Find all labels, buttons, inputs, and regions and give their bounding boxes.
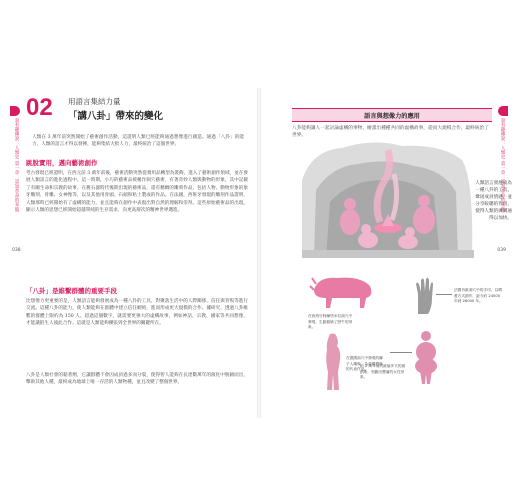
lion-man-statue-icon: [322, 332, 344, 392]
section-heading-art: 跳脫實用，邁向藝術創作: [26, 159, 98, 167]
book-gutter: [257, 88, 261, 418]
left-page: [10, 88, 256, 418]
venus-caption-line: [390, 352, 412, 353]
right-page: [262, 88, 512, 418]
chapter-label: 用語言集結力量: [68, 97, 121, 106]
box-title-bar: [292, 108, 492, 122]
box-title: 語言與想像力的應用: [364, 113, 420, 120]
right-page-number: 039: [497, 248, 506, 253]
right-side-text: 超有趣傳說：人類史‧第一章：認知革命的來臨: [500, 118, 505, 212]
section-heading-gossip: 「八卦」是維繫群體的重要手段: [26, 287, 117, 295]
chapter-title: 「講八卦」帶來的變化: [68, 111, 164, 122]
right-edge-tab: [498, 106, 508, 116]
caption-bison: 在西班牙阿爾塔米拉洞穴中發現，生動描繪了野牛的形象。: [308, 314, 353, 330]
section-body-conclusion: 八卦是人類社會的黏著劑，它讓群體不會因成員過多而分裂，使得智人能夠在長達數萬年的演化中脫穎而出，擊敗其他人種，最終成為地球上唯一存活的人類物種，並且改變了整個世界。: [26, 373, 248, 386]
intro-paragraph: 人類在 3 萬年前突然開始了藝術創作活動，這證明人類已經能夠通過想像進行創造。通過「八卦」的能力，人類的語言才得以發揮，能夠集結大批人力，最終統治了這個世界。: [32, 135, 244, 148]
chapter-number: 02: [26, 94, 53, 121]
section-body-art: 考古發現已經證明，在西元前 3 萬年前後，藝術活動突然從實用品轉型為裝飾，進入了藝術創作領域，並在發展人類語言的進化過程中。這一時期，小巧的藝術品被稱作洞穴藝術，有著奇妙人類與動物的形象，其中記載了有關生命和宗教的故事。在舊石器時代後期出現的藝術品，還有精緻的雕刻作品，包括人物、動物形象的象牙雕刻、骨雕、女神像等，以及其他用骨頭、石頭和粘土製成的作品。在法國，西班牙發現的雕刻作品證明，人類那時已經開始有了虛構的能力，並且能夠在創作中表現出對自然的理解和崇拜。這些原始藝術品的出現，顯示人類的思想已經開始超越單純的生存需求，向更高層次的精神世界邁進。: [26, 171, 248, 214]
caption-lion-man: 在德國洞穴中發現的獅子人雕像，為虛構想像的代表作品。: [346, 356, 383, 372]
hand-print-icon: [412, 276, 436, 316]
left-edge-tab: [10, 106, 20, 116]
caption-hand: 法國肖維洞穴中的手印，以噴畫方式創作，距今約 24000 年到 26000 年。: [454, 288, 502, 304]
hand-caption-line: [436, 294, 452, 295]
section-body-gossip: 比想像力更重要的是，人類語言能夠發展成為一種八卦的工具，對聚落生活中的人際關係、信任與背叛等進行交流。這種八卦的能力，使人類能夠在群體中建立信任網絡，進而形成更大規模的合作。據研究，透過八卦維繫的群體上限約為 150 人。超過這個數字，就需要更強大的虛構故事，例如神話、宗教、國家等共同想像，才能讓陌生人彼此合作。這就是人類能夠擴張到全世界的關鍵所在。: [26, 299, 248, 327]
callout-text: 人類語言發展成為一種八卦的工具，鞏固成員情感，並分享較聰的作用，使得人類的廣溝通得以加快。: [475, 181, 512, 221]
bison-painting-icon: [308, 268, 378, 310]
box-intro: 八卦能夠讓人一起討論虛構的事物，繪畫出種種共同的虛構故事，從而大規模合作，最終統治了世界。: [292, 126, 489, 139]
cave-scene-illustration: [302, 140, 474, 258]
caption-venus: 約 2 萬年前的維倫多夫的維納斯，刻劃出豐滿的女性形象。: [360, 364, 406, 380]
venus-figurine-icon: [412, 330, 440, 386]
left-side-text: 超有趣傳說：人類史‧第一章：認知革命的來臨: [14, 118, 19, 212]
left-page-number: 038: [12, 248, 21, 253]
